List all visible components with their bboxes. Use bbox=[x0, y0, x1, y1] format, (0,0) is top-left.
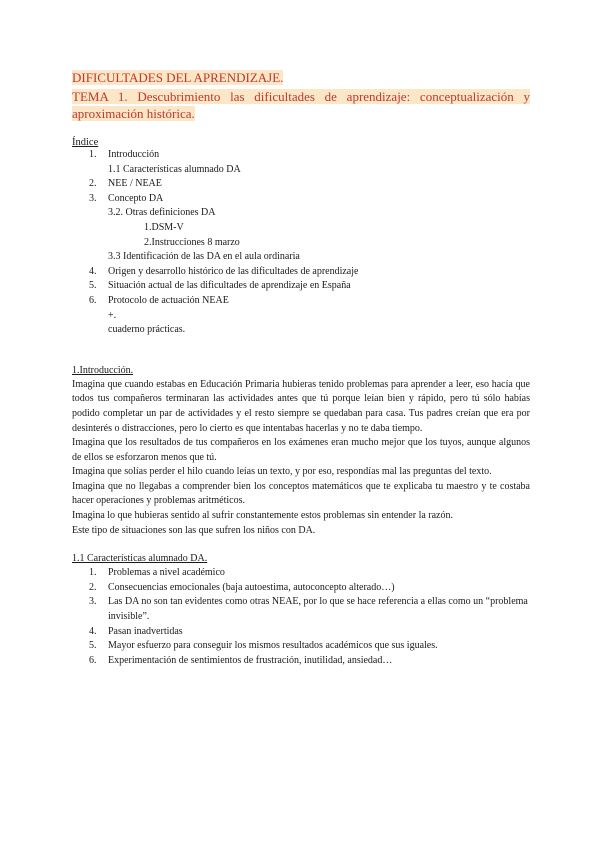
list-item: 2.Instrucciones 8 marzo bbox=[144, 236, 240, 248]
paragraph: Imagina que solías perder el hilo cuando leías un texto, y por eso, respondías mal las preguntas del texto. bbox=[72, 466, 492, 478]
list-item: 3. Concepto DA bbox=[89, 192, 164, 204]
paragraph: Imagina que cuando estabas en Educación Primaria hubieras tenido problemas para aprender a leer, eso hacía que todos tus compañeros terminaran las actividades antes que tú porque leían bien y rápido, pero tú sólo habías podido completar un par de actividades y el resto siempre se quedaban para casa. Tus padres creían que era por desinterés o distracciones, pero lo cierto es que intentabas hacerlas y no te daba tiempo. bbox=[72, 378, 530, 434]
list-item: 3. Las DA no son tan evidentes como otras NEAE, por lo que se hace referencia a ellas como un “problema invisible”. bbox=[89, 596, 528, 623]
list-item: +. bbox=[108, 309, 117, 321]
document-title: DIFICULTADES DEL APRENDIZAJE. bbox=[72, 70, 284, 85]
list-item: 6. Protocolo de actuación NEAE bbox=[89, 294, 229, 306]
list-item: 3.2. Otras definiciones DA bbox=[108, 207, 216, 219]
list-item: 6. Experimentación de sentimientos de frustración, inutilidad, ansiedad… bbox=[89, 654, 393, 666]
list-item: 3.3 Identificación de las DA en el aula ordinaria bbox=[108, 251, 300, 263]
intro-section bbox=[72, 364, 530, 539]
paragraph: Imagina que los resultados de tus compañeros en los exámenes eran mucho mejor que los tuyos, aunque algunos de ellos se esforzaron menos que tú. bbox=[72, 437, 530, 463]
tema-heading: TEMA 1. Descubrimiento las dificultades de aprendizaje: conceptualización y aproximación histórica. bbox=[72, 89, 530, 121]
intro-heading: 1.Introducción. bbox=[72, 364, 134, 376]
list-item: 5. Mayor esfuerzo para conseguir los mismos resultados académicos que sus iguales. bbox=[89, 640, 438, 652]
list-item: 5. Situación actual de las dificultades de aprendizaje en España bbox=[89, 280, 351, 292]
list-item: 4. Pasan inadvertidas bbox=[89, 625, 183, 637]
paragraph: Imagina que no llegabas a comprender bien los conceptos matemáticos que te explicaba tu maestro y te costaba hacer operaciones y problemas aritméticos. bbox=[72, 480, 530, 507]
caracteristicas-section bbox=[72, 552, 530, 668]
list-item: 1. Introducción bbox=[89, 149, 160, 160]
list-item: 1. Problemas a nivel académico bbox=[89, 567, 225, 579]
indice-list bbox=[72, 148, 530, 338]
list-item: 2. NEE / NEAE bbox=[89, 178, 162, 190]
caracteristicas-heading: 1.1 Características alumnado DA. bbox=[72, 553, 208, 565]
list-item: 2. Consecuencias emocionales (baja autoestima, autoconcepto alterado…) bbox=[89, 581, 395, 593]
paragraph: Este tipo de situaciones son las que sufren los niños con DA. bbox=[72, 524, 316, 536]
list-item: cuaderno prácticas. bbox=[108, 324, 186, 336]
document-page bbox=[72, 70, 530, 668]
list-item: 1.1 Características alumnado DA bbox=[108, 163, 241, 175]
paragraph: Imagina lo que hubieras sentido al sufrir constantemente estos problemas sin entender la razón. bbox=[72, 510, 453, 522]
list-item: 1.DSM-V bbox=[144, 221, 184, 233]
indice-heading: Índice bbox=[72, 137, 99, 148]
list-item: 4. Origen y desarrollo histórico de las dificultades de aprendizaje bbox=[89, 265, 359, 277]
